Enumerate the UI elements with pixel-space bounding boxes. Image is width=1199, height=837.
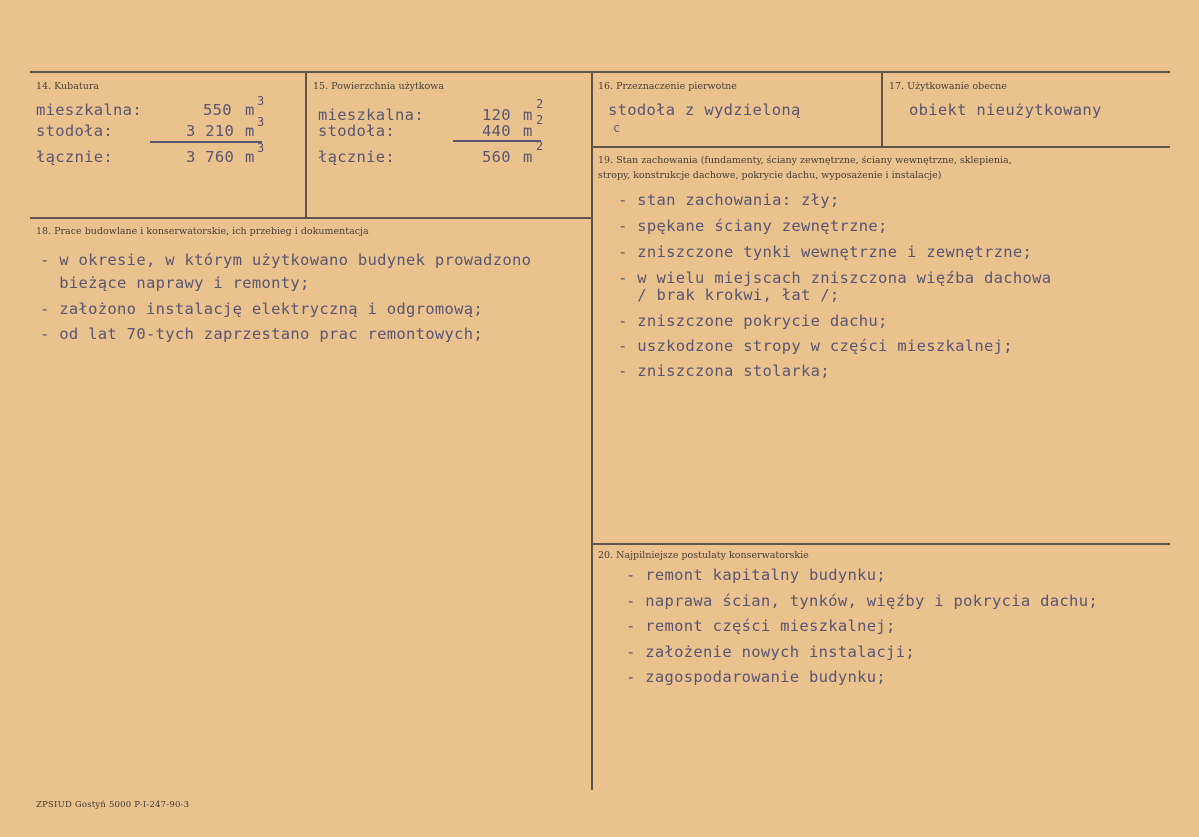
s14-row2-sup: 3 [257, 115, 265, 129]
s18-line-3: - założono instalację elektryczną i odgromową; [40, 300, 484, 318]
s20-line-1: - remont kapitalny budynku; [626, 566, 887, 584]
divider-16-17 [881, 72, 883, 146]
s20-line-5: - zagospodarowanie budynku; [626, 668, 887, 686]
s15-row3-sup: 2 [536, 139, 544, 153]
s14-row1-unit: m [245, 101, 255, 119]
s15-sum-underline [453, 140, 541, 142]
s20-line-2: - naprawa ścian, tynków, więźby i pokrycia dachu; [626, 592, 1098, 610]
s14-row3-sup: 3 [257, 141, 265, 155]
s18-line-4: - od lat 70-tych zaprzestano prac remontowych; [40, 325, 484, 343]
s15-row2-sup: 2 [536, 113, 544, 127]
s15-row1-sup: 2 [536, 97, 544, 111]
s18-line-1: - w okresie, w którym użytkowano budynek prowadzono [40, 251, 532, 269]
section-19-label-line1: 19. Stan zachowania (fundamenty, ściany zewnętrzne, ściany wewnętrzne, sklepienia, [598, 155, 1012, 166]
s16-extra: c [613, 121, 621, 135]
s19-line-7: - uszkodzone stropy w części mieszkalnej; [618, 337, 1013, 355]
s14-row1-sup: 3 [257, 94, 265, 108]
section-14-label: 14. Kubatura [36, 81, 100, 92]
s20-line-4: - założenie nowych instalacji; [626, 643, 915, 661]
s15-row2-value: 440 [482, 122, 511, 140]
s14-row2-unit: m [245, 122, 255, 140]
rule-under-16-17 [592, 146, 1170, 148]
s14-row2-value: 3 210 [186, 122, 235, 140]
s19-line-8: - zniszczona stolarka; [618, 362, 830, 380]
top-rule [30, 71, 1170, 73]
s19-line-3: - zniszczone tynki wewnętrzne i zewnętrzne; [618, 243, 1033, 261]
s15-row3-name: łącznie: [318, 148, 396, 166]
s14-row2-name: stodoła: [36, 122, 114, 140]
s15-row1-unit: m [523, 106, 533, 124]
s14-row3-value: 3 760 [186, 148, 235, 166]
s14-sum-underline [150, 141, 262, 143]
divider-center [591, 72, 593, 790]
section-17-label: 17. Użytkowanie obecne [889, 81, 1007, 92]
s14-row3-name: łącznie: [36, 148, 114, 166]
rule-under-14-15 [30, 217, 592, 219]
divider-14-15 [305, 72, 307, 218]
s15-row1-name: mieszkalna: [318, 106, 424, 124]
s17-text: obiekt nieużytkowany [909, 101, 1102, 119]
s15-row3-unit: m [523, 148, 533, 166]
section-19-label-line2: stropy, konstrukcje dachowe, pokrycie dachu, wyposażenie i instalacje) [598, 170, 942, 181]
s14-row1-name: mieszkalna: [36, 101, 142, 119]
s15-row3-value: 560 [482, 148, 511, 166]
s19-line-6: - zniszczone pokrycie dachu; [618, 312, 888, 330]
s14-row1-value: 550 [203, 101, 232, 119]
s20-line-3: - remont części mieszkalnej; [626, 617, 896, 635]
s18-line-2: bieżące naprawy i remonty; [40, 274, 310, 292]
s14-row3-unit: m [245, 148, 255, 166]
print-footer: ZPSIUD Gostyń 5000 P-I-247-90-3 [36, 800, 190, 810]
section-15-label: 15. Powierzchnia użytkowa [313, 81, 445, 92]
s19-line-5: / brak krokwi, łat /; [618, 286, 840, 304]
section-16-label: 16. Przeznaczenie pierwotne [598, 81, 737, 92]
s19-line-1: - stan zachowania: zły; [618, 191, 840, 209]
section-18-label: 18. Prace budowlane i konserwatorskie, ich przebieg i dokumentacja [36, 226, 369, 237]
s15-row1-value: 120 [482, 106, 511, 124]
s15-row2-unit: m [523, 122, 533, 140]
section-20-label: 20. Najpilniejsze postulaty konserwatorskie [598, 550, 809, 561]
rule-above-20 [592, 543, 1170, 545]
s19-line-4: - w wielu miejscach zniszczona więźba dachowa [618, 269, 1052, 287]
s16-text: stodoła z wydzieloną [608, 101, 801, 119]
s19-line-2: - spękane ściany zewnętrzne; [618, 217, 888, 235]
s15-row2-name: stodoła: [318, 122, 396, 140]
